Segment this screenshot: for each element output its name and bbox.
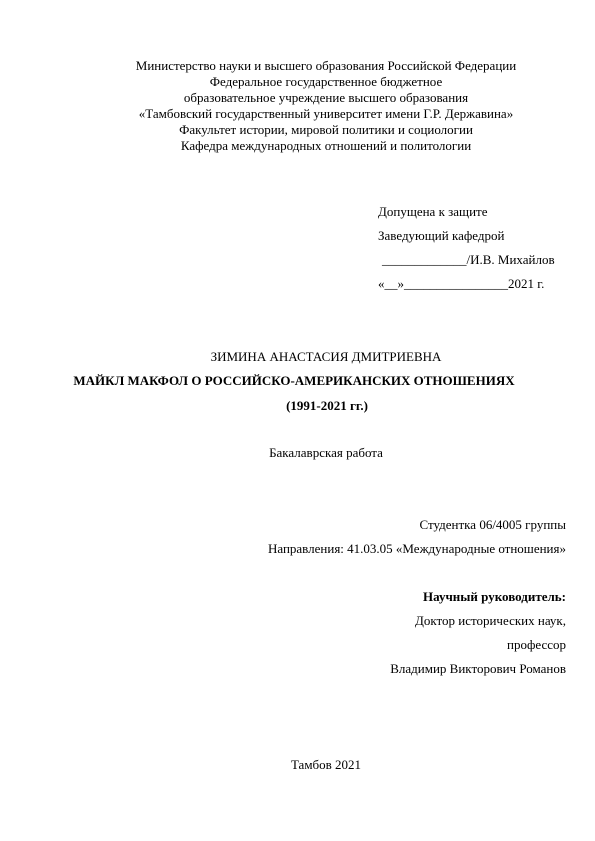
work-type: Бакалаврская работа [269,445,383,460]
student-group: Студентка 06/4005 группы [419,517,566,532]
thesis-period: (1991-2021 гг.) [286,398,368,413]
approval-signature: _____________/И.В. Михайлов [382,252,555,267]
thesis-title: МАЙКЛ МАКФОЛ О РОССИЙСКО-АМЕРИКАНСКИХ ОТНОШЕНИЯХ [73,373,515,388]
approval-date: «__»________________2021 г. [378,276,545,291]
header-ministry: Министерство науки и высшего образования Российской Федерации [135,58,517,73]
student-direction: Направления: 41.03.05 «Международные отношения» [267,541,566,556]
header-institution-type: Федеральное государственное бюджетное [209,74,443,89]
supervisor-name: Владимир Викторович Романов [390,661,566,676]
header-faculty: Факультет истории, мировой политики и социологии [179,122,473,137]
supervisor-title: профессор [506,637,566,652]
approval-head: Заведующий кафедрой [378,228,505,243]
footer-city-year: Тамбов 2021 [290,757,362,772]
header-university: «Тамбовский государственный университет имени Г.Р. Державина» [138,106,514,121]
header-department: Кафедра международных отношений и политологии [180,138,472,153]
header-education-type: образовательное учреждение высшего образования [183,90,469,105]
supervisor-degree: Доктор исторических наук, [414,613,566,628]
author-name: ЗИМИНА АНАСТАСИЯ ДМИТРИЕВНА [210,349,442,364]
supervisor-label: Научный руководитель: [423,589,566,604]
approval-admitted: Допущена к защите [378,204,488,219]
